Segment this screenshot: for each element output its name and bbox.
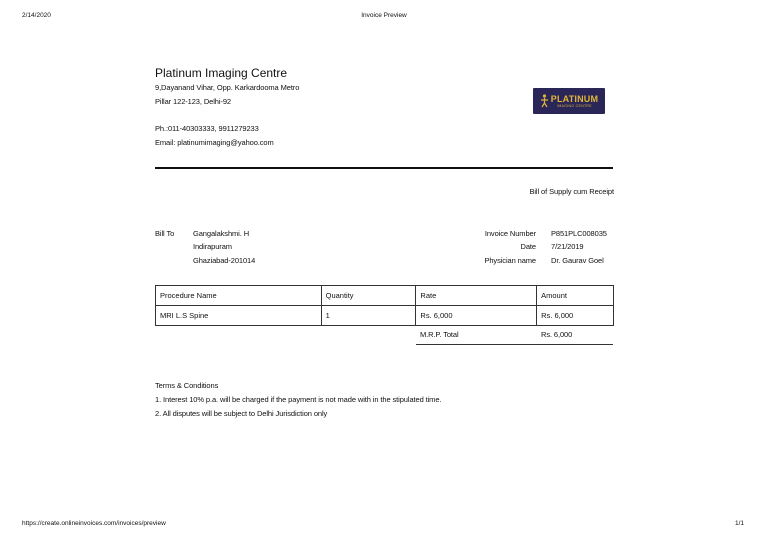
bill-to-label: Bill To: [155, 229, 175, 238]
company-name: Platinum Imaging Centre: [155, 66, 288, 80]
col-header-amount: Amount: [537, 286, 614, 306]
company-phone: Ph.:011-40303333, 9911279233: [155, 124, 259, 133]
print-title: Invoice Preview: [361, 12, 407, 19]
terms-item-1: 1. Interest 10% p.a. will be charged if the payment is not made with in the stipulated time.: [155, 395, 442, 404]
print-url: https://create.onlineinvoices.com/invoices/preview: [22, 520, 166, 527]
cell-amount: Rs. 6,000: [537, 306, 614, 326]
print-page-number: 1/1: [734, 520, 744, 527]
print-date: 2/14/2020: [22, 12, 51, 19]
col-header-procedure: Procedure Name: [156, 286, 322, 306]
document-type: Bill of Supply cum Receipt: [529, 187, 614, 196]
logo-text: PLATINUM: [550, 93, 599, 104]
bill-to-name: Gangalakshmi. H: [193, 229, 250, 238]
cell-procedure: MRI L.S Spine: [156, 306, 322, 326]
logo-subtext: IMAGING CENTRE: [557, 103, 592, 108]
date-label: Date: [520, 242, 536, 251]
col-header-quantity: Quantity: [321, 286, 416, 306]
cell-quantity: 1: [321, 306, 416, 326]
table-row: [156, 306, 614, 326]
invoice-number-label: Invoice Number: [484, 229, 536, 238]
terms-title: Terms & Conditions: [155, 381, 219, 390]
col-header-rate: Rate: [416, 286, 537, 306]
physician-name: Dr. Gaurav Goel: [551, 256, 604, 265]
items-table: [155, 285, 614, 326]
invoice-number: P851PLC008035: [551, 229, 607, 238]
total-label: M.R.P. Total: [420, 330, 459, 339]
bill-to-line3: Ghaziabad-201014: [193, 256, 256, 265]
company-address-line1: 9,Dayanand Vihar, Opp. Karkardooma Metro: [155, 83, 300, 92]
header-divider: [155, 167, 613, 169]
physician-label: Physician name: [484, 256, 536, 265]
company-address-line2: Pillar 122-123, Delhi-92: [155, 97, 231, 106]
total-value: Rs. 6,000: [541, 330, 573, 339]
logo-figure-icon: [540, 94, 549, 108]
cell-rate: Rs. 6,000: [416, 306, 537, 326]
terms-item-2: 2. All disputes will be subject to Delhi Jurisdiction only: [155, 409, 328, 418]
company-email: Email: platinumimaging@yahoo.com: [155, 138, 274, 147]
bill-to-line2: Indirapuram: [193, 242, 232, 251]
total-underline: [416, 344, 613, 345]
table-header-row: [156, 286, 614, 306]
invoice-date: 7/21/2019: [551, 242, 584, 251]
company-logo: [528, 68, 610, 134]
